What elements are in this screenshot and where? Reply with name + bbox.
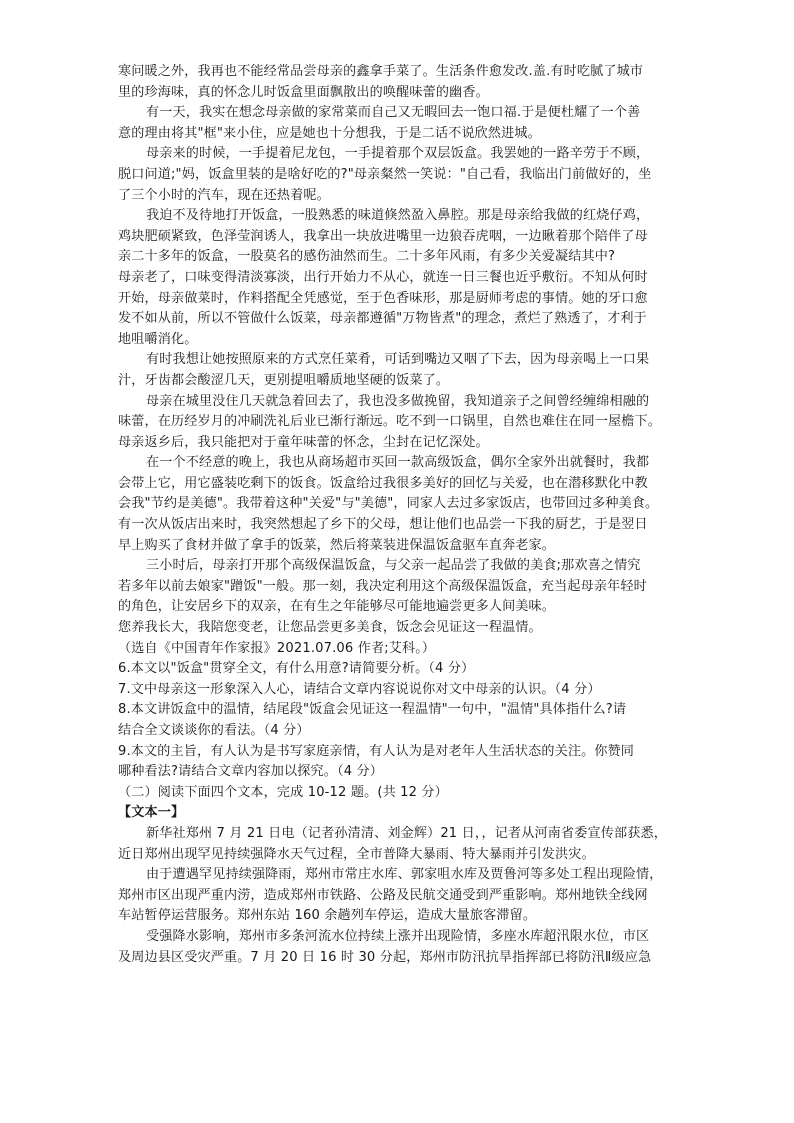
text-line-26: 若多年以前去娘家"蹭饭"一般。那一刻，我决定利用这个高级保温饭盒，充当起母亲年轻时 xyxy=(118,578,647,594)
question-9-cont: 哪种看法?请结合文章内容加以探究。（4 分） xyxy=(118,764,383,780)
text-line-19: 母亲返乡后，我只能把对于童年味蕾的怀念，尘封在记忆深处。 xyxy=(118,434,489,450)
text-line-43: 受强降水影响，郑州市多条河流水位持续上涨并出现险情，多座水库超汛限水位，市区 xyxy=(146,928,650,944)
text-line-44: 及周边县区受灾严重。7 月 20 日 16 时 30 分起，郑州市防汛抗旱指挥部已将防汛Ⅱ级应急 xyxy=(118,949,652,965)
text-line-39: 近日郑州出现罕见持续强降水天气过程，全市普降大暴雨、特大暴雨并引发洪灾。 xyxy=(118,846,595,862)
text-line-23: 有一次从饭店出来时，我突然想起了乡下的父母，想让他们也品尝一下我的厨艺，于是翌日 xyxy=(118,517,648,533)
text-line-15: 有时我想让她按照原来的方式烹任菜肴，可话到嘴边又咽了下去，因为母亲喝上一口果 xyxy=(146,352,650,368)
question-6: 6.本文以"饭盒"贯穿全文，有什么用意?请简要分析。（4 分） xyxy=(118,661,475,677)
text-line-28: 您养我长大，我陪您变老，让您品尝更多美食，饭念会见证这一程温情。 xyxy=(118,620,542,636)
text-line-40: 由于遭遇罕见持续强降雨，郑州市常庄水库、郭家咀水库及贾鲁河等多处工程出现险情， xyxy=(146,867,663,883)
text-line-1: 寒问暖之外，我再也不能经常品尝母亲的鑫拿手菜了。生活条件愈发改.盖.有时吃腻了城市 xyxy=(118,64,644,79)
text-line-41: 郑州市区出现严重内涝，造成郑州市铁路、公路及民航交通受到严重影响。郑州地铁全线网 xyxy=(118,887,648,903)
text-line-17: 母亲在城里没住几天就急着回去了，我也没多做挽留，我知道亲子之间曾经缠绵相融的 xyxy=(146,393,650,409)
text-line-5: 母亲来的时候，一手提着尼龙包，一手提着那个双层饭盒。我罢她的一路辛劳于不顾， xyxy=(146,146,650,162)
text-line-21: 会带上它，用它盛装吃剩下的饭食。饭盒给过我很多美好的回忆与关爱，也在潜移默化中教 xyxy=(118,475,648,491)
text-line-24: 早上购买了食材并做了拿手的饭菜，然后将菜装进保温饭盒驱车直奔老家。 xyxy=(118,537,556,553)
text-line-4: 意的理由将其"框"来小住，应是她也十分想我，于是二话不说欣然进城。 xyxy=(118,125,541,141)
text-line-14: 地咀嚼消化。 xyxy=(118,331,198,347)
text-line-2: 里的珍海味，真的怀念儿时饭盒里面飘散出的唤醒味蕾的幽香。 xyxy=(118,84,489,100)
document-page xyxy=(118,62,674,968)
text-line-25: 三小时后，母亲打开那个高级保温饭盒，与父亲一起品尝了我做的美食;那欢喜之情究 xyxy=(146,558,641,574)
question-8-cont: 结合全文谈谈你的看法。（4 分） xyxy=(118,723,310,738)
source-citation: （选自《中国青年作家报》2021.07.06 作者;艾科。） xyxy=(118,640,436,656)
text-line-7: 了三个小时的汽车，现在还热着呢。 xyxy=(118,187,330,203)
text-line-9: 鸡块肥硕紧致，色泽莹润诱人，我拿出一块放进嘴里一边狼吞虎咽，一边瞅着那个陪伴了母 xyxy=(118,228,648,244)
text-line-16: 汁，牙齿都会酸涩几天，更别提咀嚼质地坚硬的饭菜了。 xyxy=(118,372,450,388)
text-one-heading: 【文本一】 xyxy=(118,805,185,821)
text-line-22: 会我"节约是美德"。我带着这种"关爱"与"美德"，同家人去过多家饭店，也带回过多种美食。 xyxy=(118,496,659,512)
text-line-20: 在一个不经意的晚上，我也从商场超市买回一款高级饭盒，偶尔全家外出就餐时，我都 xyxy=(146,455,650,471)
section-heading: （二）阅读下面四个文本，完成 10-12 题。(共 12 分） xyxy=(118,784,448,800)
question-9: 9.本文的主旨，有人认为是书写家庭亲情，有人认为是对老年人生活状态的关注。你赞同 xyxy=(118,743,635,759)
text-line-18: 味蕾，在历经岁月的冲刷洗礼后业已渐行渐远。吃不到一口锅里，自然也难住在同一屋檐下。 xyxy=(118,414,661,430)
text-line-27: 的角色，让安居乡下的双亲，在有生之年能够尽可能地遍尝更多人间美味。 xyxy=(118,599,556,615)
text-line-11: 母亲老了，口味变得清淡寡淡，出行开始力不从心，就连一日三餐也近乎敷衍。不知从何时 xyxy=(118,269,648,285)
text-line-8: 我迫不及待地打开饭盒，一股熟悉的味道倏然盈入鼻腔。那是母亲给我做的红烧仔鸡， xyxy=(146,208,650,224)
text-line-10: 亲二十多年的饭盒，一股莫名的感伤油然而生。二十多年风雨，有多少关爱凝结其中? xyxy=(118,249,616,265)
text-line-12: 开始，母亲做菜时，作料搭配全凭感觉，至于色香味形，那是厨师考虑的事情。她的牙口愈 xyxy=(118,290,648,306)
text-line-38: 新华社郑州 7 月 21 日电（记者孙清清、刘金辉）21 日，，记者从河南省委宣传部获悉， xyxy=(146,825,667,841)
text-line-13: 发不如从前，所以不管做什么饭菜，母亲都遵循"万物皆煮"的理念，煮烂了熟透了，才利于 xyxy=(118,311,647,327)
text-line-3: 有一天，我实在想念母亲做的家常菜而自己又无暇回去一饱口福.于是便杜耀了一个善 xyxy=(146,105,641,121)
text-line-42: 车站暂停运营服务。郑州东站 160 余趟列车停运，造成大量旅客滞留。 xyxy=(118,908,537,924)
question-8: 8.本文讲饭盒中的温情，结尾段"饭盒会见证这一程温情"一句中，"温情"具体指什么?请 xyxy=(118,702,627,718)
question-7: 7.文中母亲这一形象深入人心，请结合文章内容说说你对文中母亲的认识。（4 分） xyxy=(118,681,601,697)
text-line-6: 脱口问道;"妈，饭盒里装的是啥好吃的?"母亲粲然一笑说："自己看，我临出门前做好的，坐 xyxy=(118,166,652,182)
